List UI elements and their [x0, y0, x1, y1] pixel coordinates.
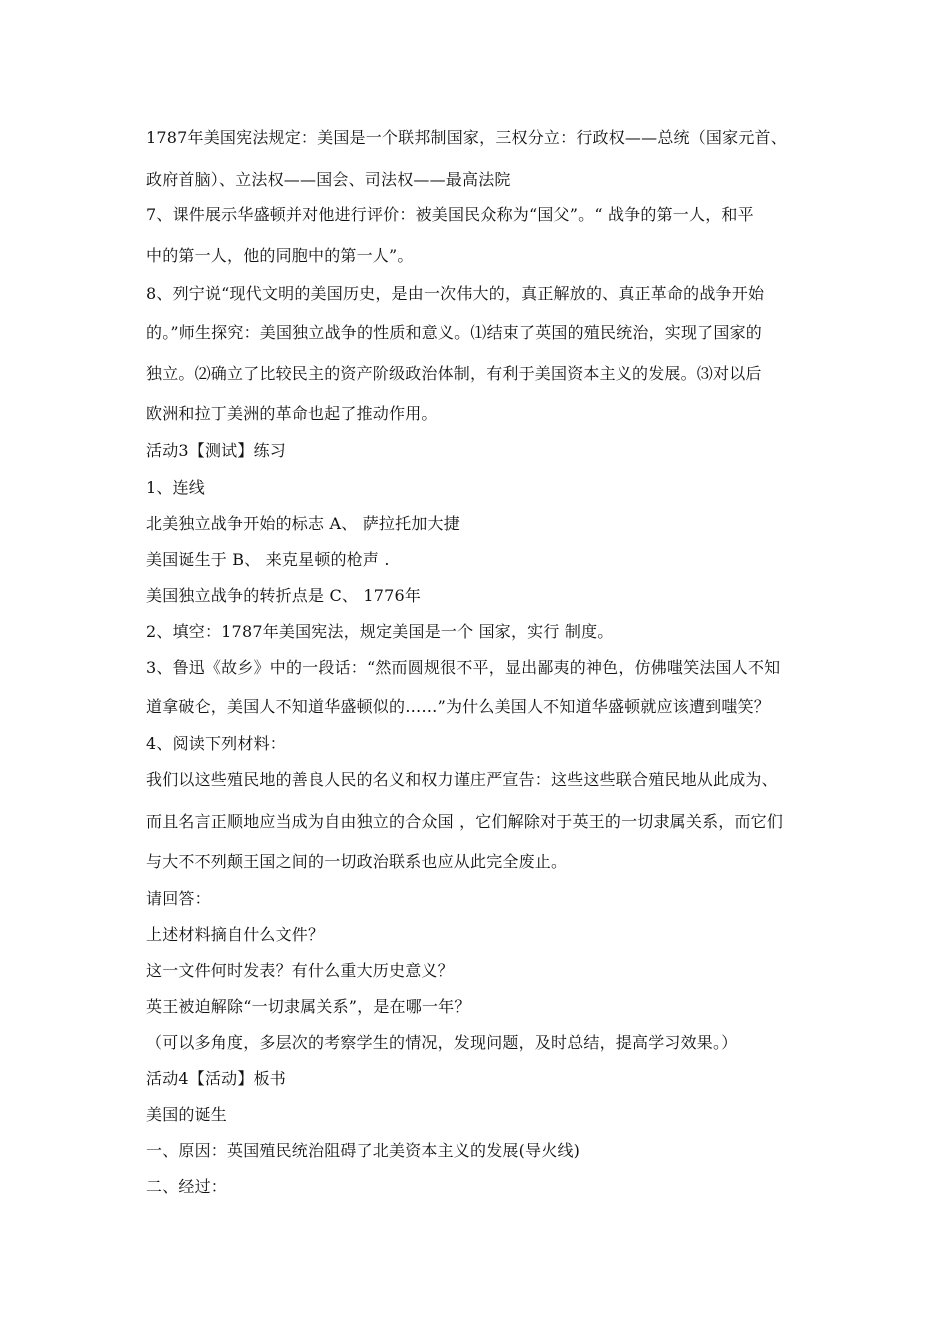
text-line: 二、经过： — [146, 1177, 228, 1196]
text-line: 1、连线 — [146, 478, 205, 497]
text-line: 与大不不列颠王国之间的一切政治联系也应从此完全废止。 — [146, 852, 568, 871]
text-line: 的。”师生探究：美国独立战争的性质和意义。⑴结束了英国的殖民统治，实现了国家的 — [146, 323, 762, 342]
text-line: 上述材料摘自什么文件？ — [146, 925, 325, 944]
text-line: （可以多角度，多层次的考察学生的情况，发现问题，及时总结，提高学习效果。） — [146, 1033, 738, 1052]
text-line: 请回答： — [146, 889, 211, 908]
text-line: 8、列宁说“现代文明的美国历史，是由一次伟大的，真正解放的、真正革命的战争开始 — [146, 284, 765, 303]
text-line: 美国诞生于 B、 来克星顿的枪声 . — [146, 550, 390, 569]
section-heading: 活动4【活动】板书 — [146, 1069, 286, 1088]
text-line: 美国的诞生 — [146, 1105, 228, 1124]
text-line: 而且名言正顺地应当成为自由独立的合众国 ，它们解除对于英王的一切隶属关系，而它们 — [146, 812, 784, 831]
text-line: 北美独立战争开始的标志 A、 萨拉托加大捷 — [146, 514, 460, 533]
text-line: 1787年美国宪法规定：美国是一个联邦制国家，三权分立：行政权——总统（国家元首、 — [146, 128, 787, 147]
text-line: 2、填空：1787年美国宪法，规定美国是一个 国家，实行 制度。 — [146, 622, 614, 641]
text-line: 中的第一人，他的同胞中的第一人”。 — [146, 246, 414, 265]
text-line: 英王被迫解除“一切隶属关系”，是在哪一年？ — [146, 997, 471, 1016]
text-line: 4、阅读下列材料： — [146, 734, 286, 753]
text-line: 一、原因：英国殖民统治阻碍了北美资本主义的发展(导火线) — [146, 1141, 581, 1160]
text-line: 7、课件展示华盛顿并对他进行评价：被美国民众称为“国父”。“ 战争的第一人，和平 — [146, 205, 754, 224]
text-line: 欧洲和拉丁美洲的革命也起了推动作用。 — [146, 404, 438, 423]
text-line: 独立。⑵确立了比较民主的资产阶级政治体制，有利于美国资本主义的发展。⑶对以后 — [146, 364, 762, 383]
text-line: 3、鲁迅《故乡》中的一段话：“然而圆规很不平，显出鄙夷的神色，仿佛嗤笑法国人不知 — [146, 658, 781, 677]
text-line: 道拿破仑，美国人不知道华盛顿似的……”为什么美国人不知道华盛顿就应该遭到嗤笑？ — [146, 697, 770, 716]
text-line: 美国独立战争的转折点是 C、 1776年 — [146, 586, 422, 605]
text-line: 我们以这些殖民地的善良人民的名义和权力谨庄严宣告：这些这些联合殖民地从此成为、 — [146, 770, 778, 789]
section-heading: 活动3【测试】练习 — [146, 441, 286, 460]
text-line: 政府首脑）、立法权——国会、司法权——最高法院 — [146, 170, 511, 189]
text-line: 这一文件何时发表？有什么重大历史意义？ — [146, 961, 454, 980]
